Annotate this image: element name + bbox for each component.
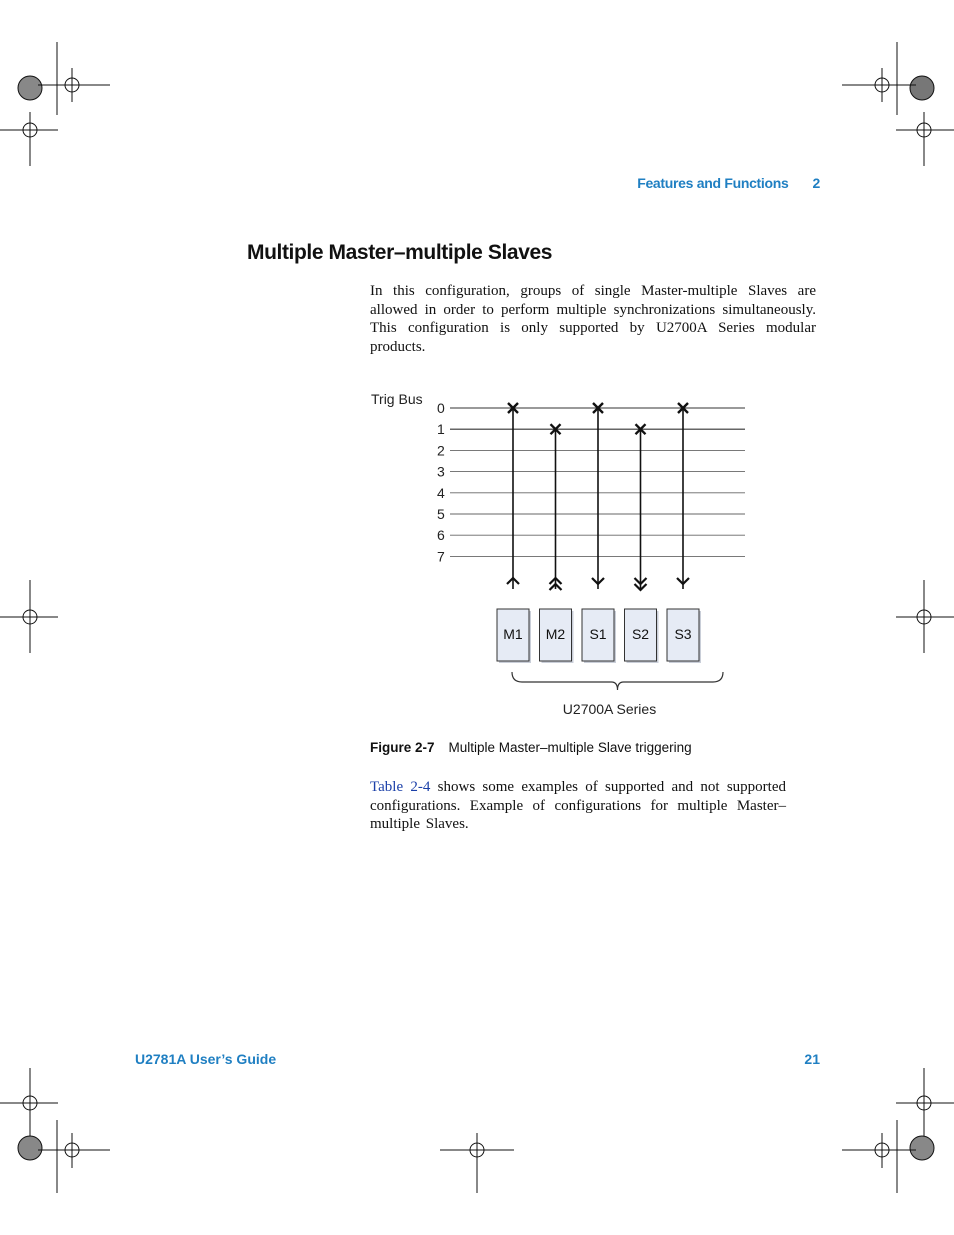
trig-bus-line-number: 6 — [437, 527, 445, 544]
registration-mark-icon — [18, 76, 42, 100]
registration-mark-icon — [18, 1136, 42, 1160]
figure-number: Figure 2-7 — [370, 740, 435, 755]
header-section-title: Features and Functions — [637, 175, 789, 191]
trig-bus-line-number: 2 — [437, 442, 445, 459]
running-header — [560, 175, 820, 191]
trig-bus-label: Trig Bus — [371, 391, 423, 407]
header-chapter-number: 2 — [812, 175, 820, 191]
module-label: M2 — [545, 626, 566, 642]
table-reference-text: shows some examples of supported and not supported configurations. Example of configurations for multiple Master–multiple Slaves. — [370, 779, 787, 833]
trig-bus-line-number: 5 — [437, 506, 445, 522]
table-reference-paragraph — [370, 778, 786, 834]
module-label: S2 — [631, 626, 650, 642]
group-label: U2700A Series — [562, 701, 657, 717]
section-title: Multiple Master–multiple Slaves — [247, 241, 553, 264]
trig-bus-line-number: 3 — [437, 463, 445, 480]
footer-page-number: 21 — [804, 1051, 820, 1067]
table-reference-link[interactable]: Table 2-4 — [370, 779, 431, 795]
module-label: M1 — [503, 626, 523, 642]
footer-guide-title: U2781A User’s Guide — [135, 1051, 277, 1067]
module-label: S3 — [674, 626, 692, 642]
intro-paragraph: In this configuration, groups of single Master-multiple Slaves are allowed in order to perform multiple synchronizations simultaneously. This configuration is only supported by U2700A Series modular products. — [370, 283, 816, 356]
figure-caption — [370, 740, 692, 755]
trigger-bus-diagram — [360, 385, 760, 725]
trig-bus-line-number: 1 — [437, 421, 445, 438]
figure-caption-text: Multiple Master–multiple Slave triggering — [448, 740, 692, 755]
registration-mark-icon — [910, 1136, 934, 1160]
module-label: S1 — [589, 626, 607, 642]
trig-bus-line-number: 7 — [437, 548, 445, 565]
registration-mark-icon — [910, 76, 934, 100]
trig-bus-line-number: 4 — [437, 484, 445, 501]
trig-bus-line-number: 0 — [437, 400, 445, 416]
group-brace — [512, 672, 723, 690]
